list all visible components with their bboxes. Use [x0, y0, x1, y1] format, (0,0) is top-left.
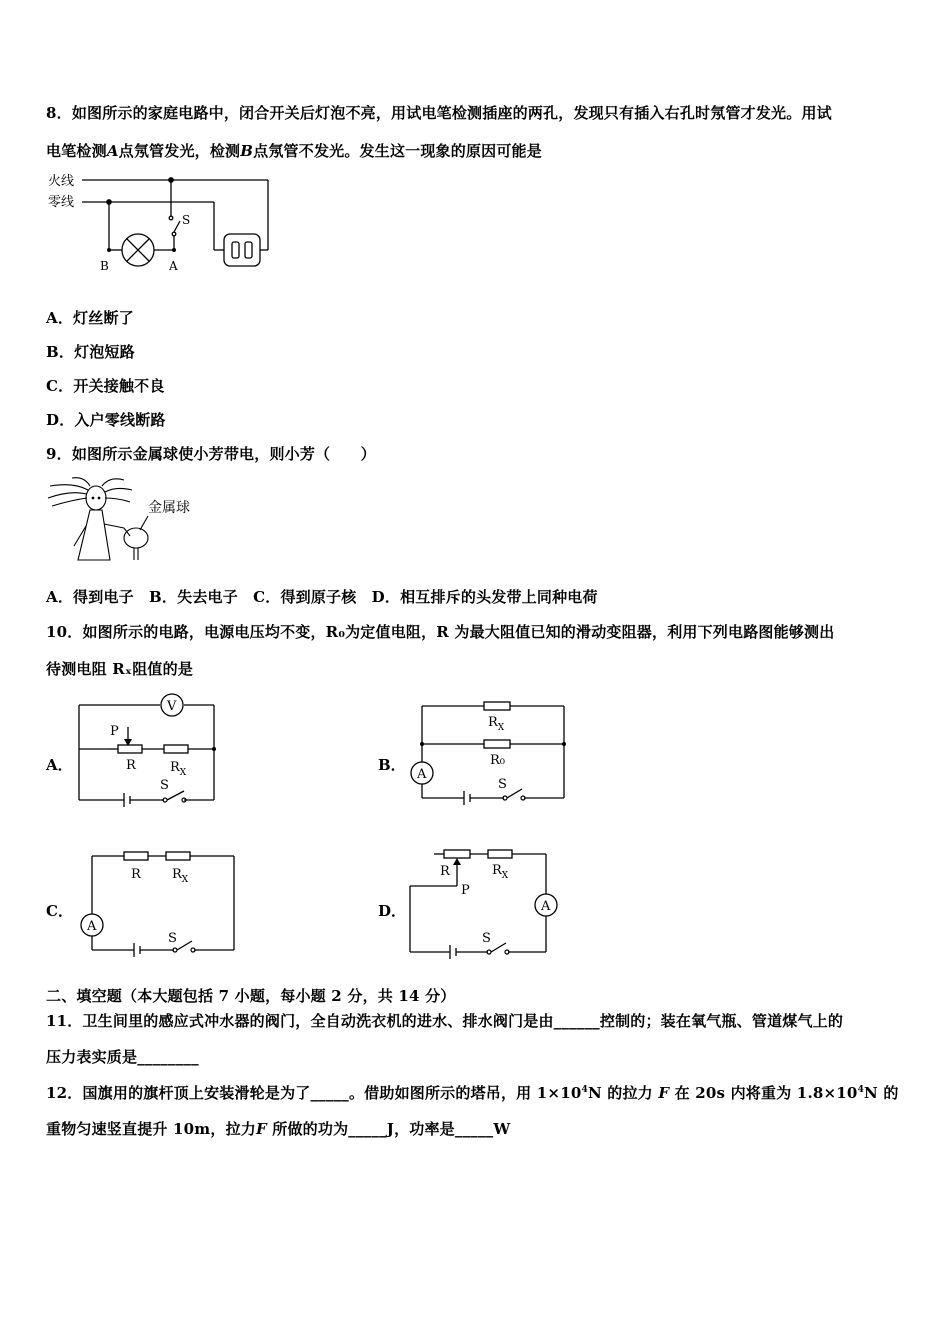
q10c-rx-label: $R_X$	[172, 867, 189, 885]
q10b-switch-s: S	[498, 777, 507, 792]
q10-option-c-label: C．	[46, 902, 73, 920]
q10d-rx-label: $R_X$	[492, 863, 509, 881]
q8-stem-line1: 8．如图所示的家庭电路中，闭合开关后灯泡不亮，用试电笔检测插座的两孔，发现只有插入右孔时氖管才发光。用试	[46, 104, 832, 122]
q10a-rx-label: $R_X$	[170, 760, 187, 778]
q9-girl-metal-ball-illustration	[44, 476, 204, 566]
point-b-label: B	[100, 259, 109, 273]
q10-option-b-label: B．	[378, 756, 406, 774]
q11-stem-line1: 11．卫生间里的感应式冲水器的阀门，全自动洗衣机的进水、排水阀门是由______控制的；装在氧气瓶、管道煤气上的	[46, 1012, 844, 1030]
switch-s-label: S	[182, 213, 191, 227]
q10-stem-line2: 待测电阻 Rₓ阻值的是	[46, 660, 194, 678]
q12-stem-line2: 重物匀速竖直提升 10m，拉力F 所做的功为_____J，功率是_____W	[46, 1120, 511, 1138]
q10a-switch-s: S	[160, 778, 169, 793]
q10b-ammeter-a: A	[417, 767, 427, 782]
q10-circuit-d	[404, 844, 574, 959]
q10-circuit-c	[76, 846, 241, 956]
q10d-ammeter-a: A	[541, 899, 551, 914]
q10a-voltmeter-v: V	[167, 699, 177, 714]
q8-household-circuit-diagram	[40, 168, 280, 278]
live-wire-label: 火线	[48, 174, 75, 189]
q10-circuit-a	[74, 693, 224, 805]
q9-options: A．得到电子 B．失去电子 C．得到原子核 D．相互排斥的头发带上同种电荷	[46, 588, 598, 606]
q10c-switch-s: S	[168, 931, 177, 946]
q10-circuit-b	[404, 696, 574, 806]
q8-option-b: B．灯泡短路	[46, 343, 135, 361]
q8-option-d: D．入户零线断路	[46, 411, 166, 429]
q8-option-c: C．开关接触不良	[46, 377, 165, 395]
q10d-switch-s: S	[482, 931, 491, 946]
q12-stem-line1: 12．国旗用的旗杆顶上安装滑轮是为了_____。借助如图所示的塔吊，用 $1\times 10^4N$ 的拉力 F 在 20s 内将重为 $1.8\times 10^4N$ 的	[46, 1084, 899, 1102]
neutral-wire-label: 零线	[48, 195, 75, 210]
q9-stem: 9．如图所示金属球使小芳带电，则小芳（ ）	[46, 445, 376, 463]
q10-option-a-label: A．	[46, 756, 73, 774]
q11-stem-line2: 压力表实质是________	[46, 1048, 199, 1066]
q10c-rheostat-r: R	[131, 867, 141, 882]
q10-option-d-label: D．	[378, 902, 407, 920]
q8-option-a: A．灯丝断了	[46, 309, 134, 327]
q8-stem-line2: 电笔检测A点氖管发光，检测B点氖管不发光。发生这一现象的原因可能是	[46, 142, 542, 160]
q10d-slider-p: P	[461, 883, 470, 898]
q10b-rx-label: $R_X$	[488, 715, 505, 733]
point-a-label: A	[169, 259, 178, 273]
q10b-r0-label: R₀	[490, 753, 505, 768]
metal-ball-label: 金属球	[148, 500, 190, 516]
section-2-heading: 二、填空题（本大题包括 7 小题，每小题 2 分，共 14 分）	[46, 987, 456, 1005]
q10d-rheostat-r: R	[440, 864, 450, 879]
q10a-slider-p: P	[110, 724, 119, 739]
q10c-ammeter-a: A	[87, 919, 97, 934]
q10a-rheostat-r: R	[126, 758, 136, 773]
q10-stem-line1: 10．如图所示的电路，电源电压均不变，R₀为定值电阻，R 为最大阻值已知的滑动变阻器，利用下列电路图能够测出	[46, 623, 835, 641]
